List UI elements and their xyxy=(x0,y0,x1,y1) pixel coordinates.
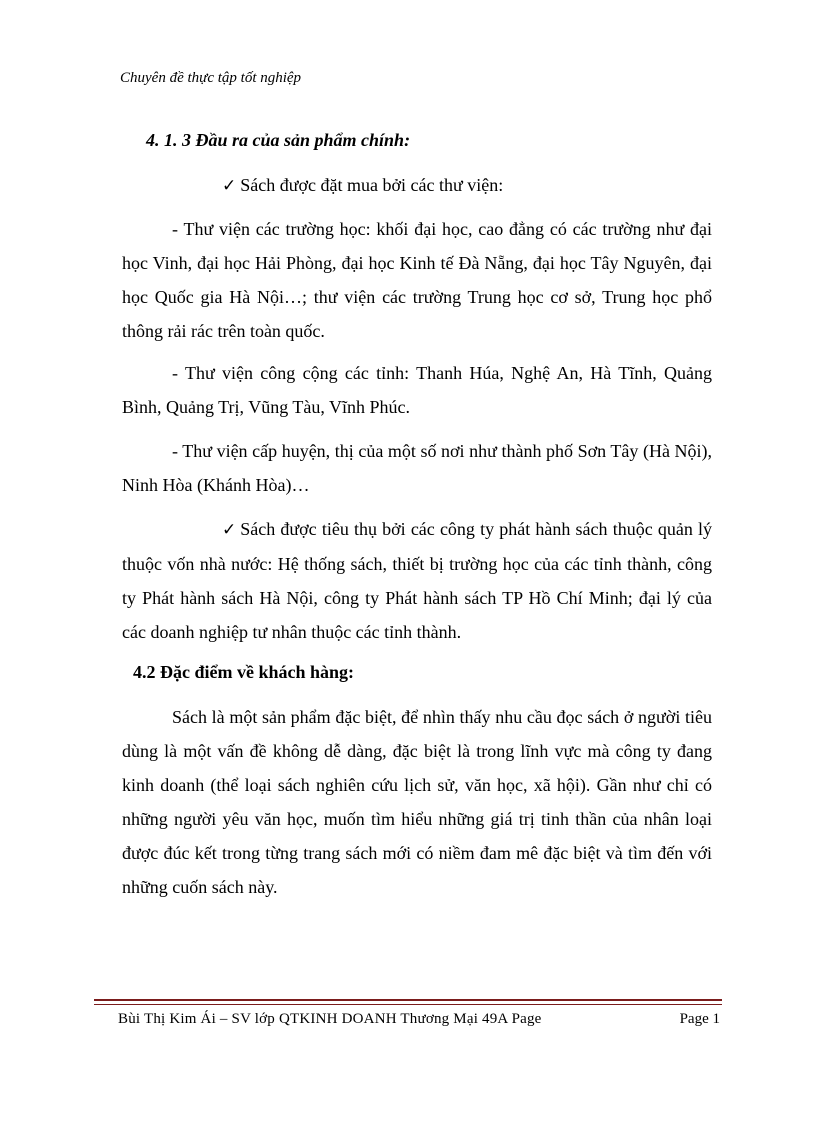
footer-author-text: Bùi Thị Kim Ái – SV lớp QTKINH DOANH Thương Mại 49A Page xyxy=(118,1011,542,1027)
list-item-public-libraries: - Thư viện công cộng các tỉnh: Thanh Húa, Nghệ An, Hà Tĩnh, Quảng Bình, Quảng Trị, Vũng Tàu, Vĩnh Phúc. xyxy=(122,363,712,417)
list-item-school-libraries: - Thư viện các trường học: khối đại học, cao đẳng có các trường như đại học Vinh, đại học Hải Phòng, đại học Kinh tế Đà Nẵng, đại học Tây Nguyên, đại học Quốc gia Hà Nội…; thư viện các trường Trung học cơ sở, Trung học phổ thông rải rác trên toàn quốc. xyxy=(122,219,712,341)
section-heading-4-2: 4.2 Đặc điểm về khách hàng: xyxy=(133,662,355,682)
bullet-distributors-text: Sách được tiêu thụ bởi các công ty phát hành sách thuộc quản lý thuộc vốn nhà nước: Hệ thống sách, thiết bị trường học của các tỉnh thành, công ty Phát hành sách Hà Nội, công ty Phát hành sách TP Hồ Chí Minh; đại lý của các doanh nghiệp tư nhân thuộc các tỉnh thành. xyxy=(122,519,712,642)
footer-divider-thin xyxy=(94,1004,722,1005)
footer-divider-thick xyxy=(94,999,722,1001)
bullet-libraries-text: Sách được đặt mua bởi các thư viện: xyxy=(240,175,504,195)
document-header-title: Chuyên đề thực tập tốt nghiệp xyxy=(120,70,302,86)
section-heading-4-1-3: 4. 1. 3 Đầu ra của sản phẩm chính: xyxy=(146,130,411,150)
list-item-district-libraries: - Thư viện cấp huyện, thị của một số nơi như thành phố Sơn Tây (Hà Nội), Ninh Hòa (Khánh Hòa)… xyxy=(122,441,712,495)
bullet-libraries xyxy=(122,168,712,203)
footer-page-number: Page 1 xyxy=(679,1011,720,1027)
customer-paragraph: Sách là một sản phẩm đặc biệt, để nhìn thấy nhu cầu đọc sách ở người tiêu dùng là một vấn đề không dễ dàng, đặc biệt là trong lĩnh vực mà công ty đang kinh doanh (thể loại sách nghiên cứu lịch sử, văn học, xã hội). Gần như chỉ có những người yêu văn học, muốn tìm hiểu những giá trị tinh thần của nhân loại được đúc kết trong từng trang sách mới có niềm đam mê đặc biệt và tìm đến với những cuốn sách này. xyxy=(122,707,712,897)
bullet-distributors xyxy=(122,512,712,649)
